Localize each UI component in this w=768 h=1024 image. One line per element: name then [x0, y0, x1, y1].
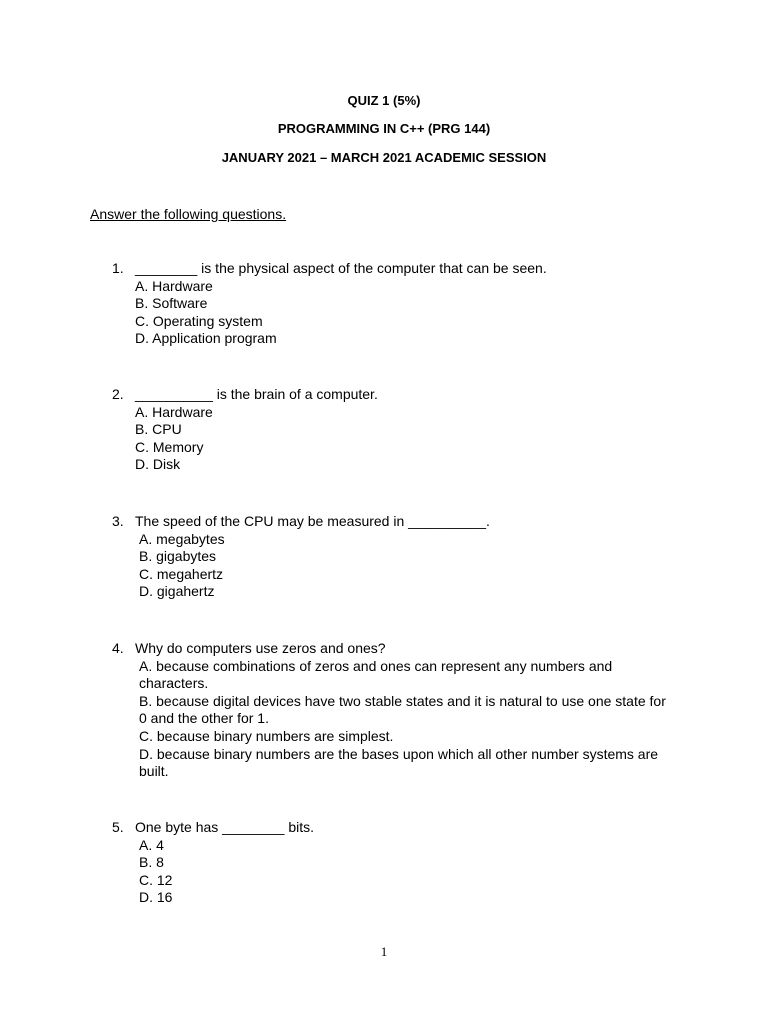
session-title: JANUARY 2021 – MARCH 2021 ACADEMIC SESSION [221, 150, 547, 165]
option-a: A. Hardware [135, 403, 213, 420]
question-text: One byte has ________ bits. [135, 819, 315, 835]
option-a: A. megabytes [139, 530, 225, 547]
question-number: 4. [112, 640, 124, 656]
question-text: The speed of the CPU may be measured in __________. [135, 513, 490, 529]
option-b: B. 8 [139, 854, 164, 871]
question-body [135, 513, 675, 601]
quiz-title: QUIZ 1 (5%) [347, 93, 421, 108]
question-text: __________ is the brain of a computer. [135, 386, 378, 402]
option-c: C. Operating system [135, 312, 263, 329]
question-text: ________ is the physical aspect of the computer that can be seen. [135, 260, 547, 276]
question-body [135, 640, 675, 781]
question-number: 2. [112, 386, 124, 402]
question-number: 5. [112, 819, 124, 835]
instructions: Answer the following questions. [90, 206, 287, 222]
option-d: D. Disk [135, 456, 181, 473]
question-number: 1. [112, 260, 124, 276]
option-c: C. Memory [135, 438, 204, 455]
page-number: 1 [380, 944, 388, 959]
option-c: C. 12 [139, 871, 173, 888]
option-d: D. because binary numbers are the bases upon which all other number systems are built. [139, 745, 659, 780]
option-b: B. gigabytes [139, 548, 217, 565]
question-text: Why do computers use zeros and ones? [135, 640, 386, 656]
question-body [135, 819, 675, 907]
option-a: A. Hardware [135, 277, 213, 294]
option-c: C. because binary numbers are simplest. [139, 727, 394, 744]
option-b: B. Software [135, 295, 208, 312]
option-b: B. CPU [135, 421, 182, 438]
option-b: B. because digital devices have two stable states and it is natural to use one state for 0 and the other for 1. [139, 692, 666, 727]
option-d: D. 16 [139, 889, 173, 906]
option-d: D. Application program [135, 330, 277, 347]
option-c: C. megahertz [139, 565, 224, 582]
question-body [135, 386, 675, 474]
option-a: A. because combinations of zeros and ones can represent any numbers and characters. [139, 657, 613, 692]
option-a: A. 4 [139, 836, 164, 853]
option-d: D. gigahertz [139, 583, 215, 600]
question-number: 3. [112, 513, 124, 529]
question-body [135, 260, 675, 348]
course-title: PROGRAMMING IN C++ (PRG 144) [277, 121, 491, 136]
